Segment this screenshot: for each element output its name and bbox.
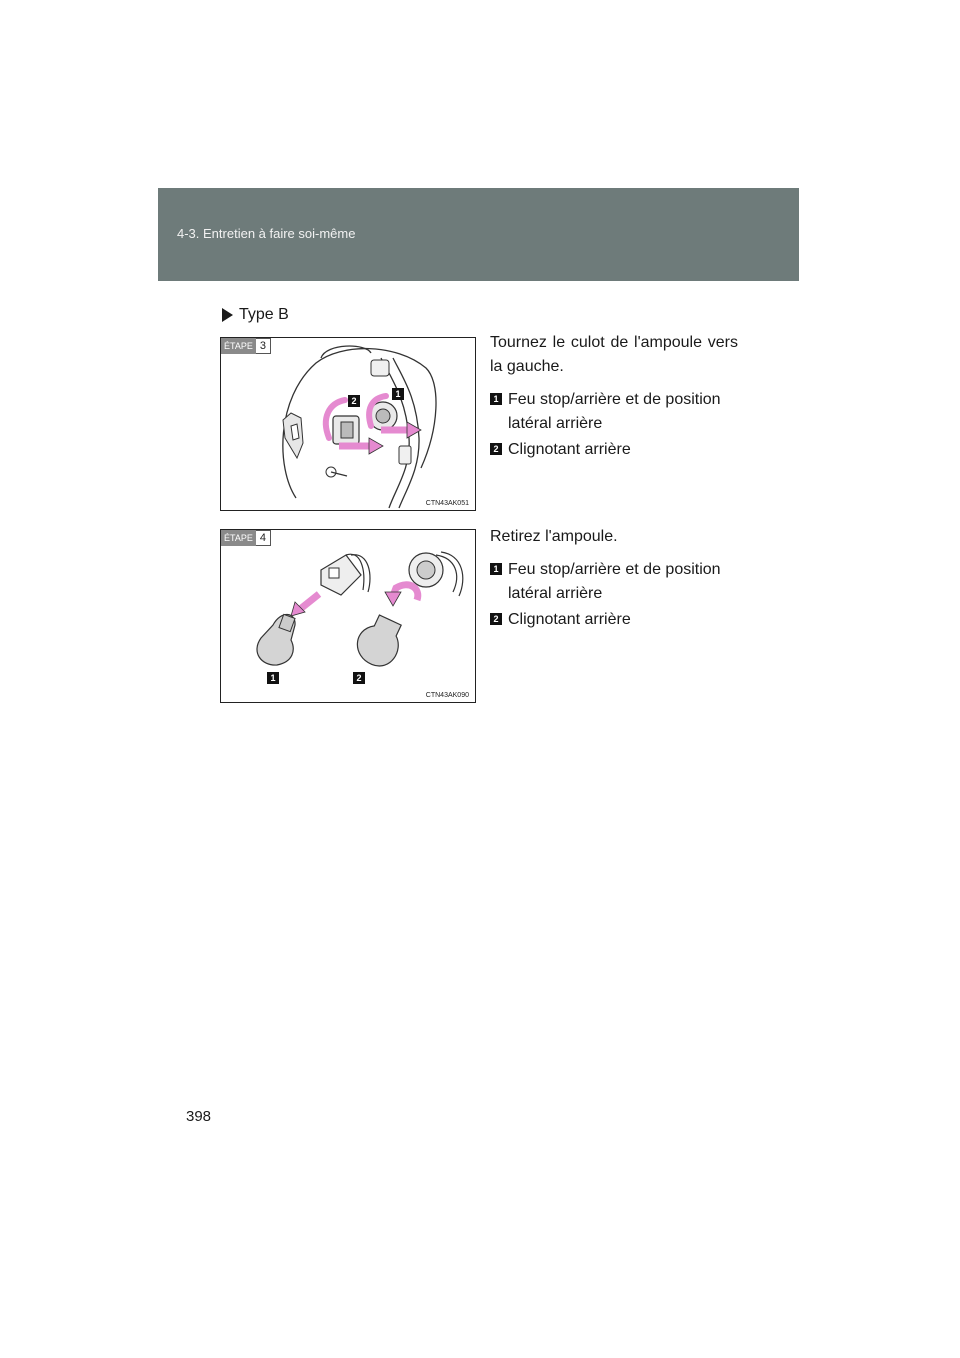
callout-2: 2 <box>348 395 360 407</box>
list-item <box>490 558 738 606</box>
step-4-figure <box>220 529 476 703</box>
step-instruction: Tournez le culot de l'ampoule vers la gauche. <box>490 334 738 375</box>
figure-code: CTN43AK051 <box>425 500 469 507</box>
item-number-badge: 1 <box>490 563 502 575</box>
callout-1: 1 <box>267 672 279 684</box>
item-label: Clignotant arrière <box>508 441 631 458</box>
item-number-badge: 2 <box>490 443 502 455</box>
callout-2: 2 <box>353 672 365 684</box>
item-label: Clignotant arrière <box>508 611 631 628</box>
step-3-text <box>490 331 738 464</box>
step-number: 4 <box>256 530 271 546</box>
figure-code: CTN43AK090 <box>425 692 469 699</box>
step-badge <box>221 530 271 546</box>
item-label: Feu stop/arrière et de position latéral arrière <box>508 391 721 432</box>
item-label: Feu stop/arrière et de position latéral arrière <box>508 561 721 602</box>
step-4-text <box>490 525 738 634</box>
step-number: 3 <box>256 338 271 354</box>
step-instruction: Retirez l'ampoule. <box>490 528 618 545</box>
list-item <box>490 438 738 462</box>
type-label-text: Type B <box>239 306 289 323</box>
item-number-badge: 2 <box>490 613 502 625</box>
list-item <box>490 388 738 436</box>
step-badge <box>221 338 271 354</box>
section-title: 4-3. Entretien à faire soi-même <box>177 226 356 241</box>
bulb-removal-illustration <box>221 530 476 703</box>
page-number: 398 <box>186 1108 212 1125</box>
lamp-housing-illustration <box>221 338 476 511</box>
step-3-figure <box>220 337 476 511</box>
type-label <box>222 306 289 324</box>
callout-1: 1 <box>392 388 404 400</box>
item-number-badge: 1 <box>490 393 502 405</box>
triangle-bullet-icon <box>222 308 233 322</box>
step-word: ÉTAPE <box>221 338 256 354</box>
step-word: ÉTAPE <box>221 530 256 546</box>
list-item <box>490 608 738 632</box>
